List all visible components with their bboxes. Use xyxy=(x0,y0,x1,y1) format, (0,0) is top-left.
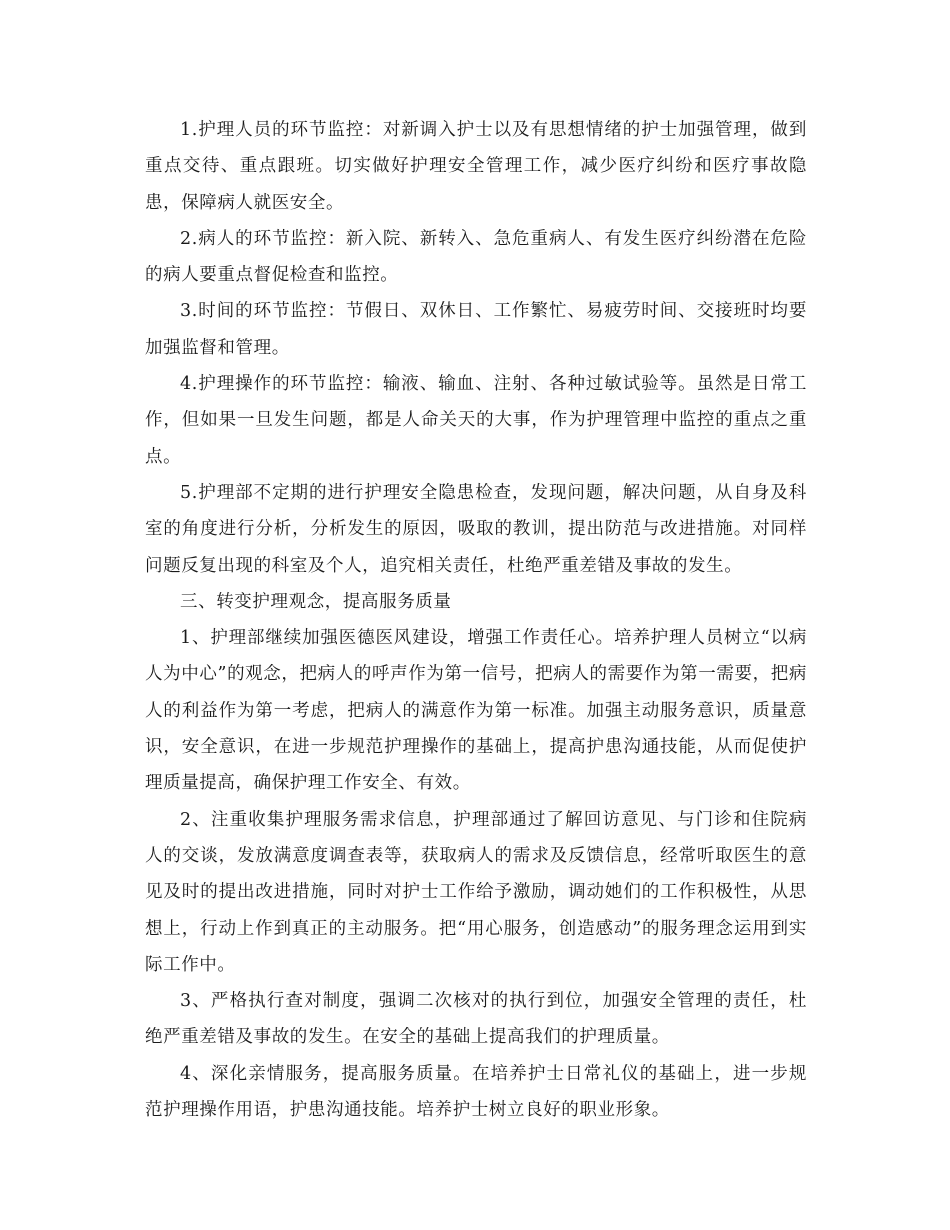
paragraph-verification: 3、严格执行查对制度，强调二次核对的执行到位，加强安全管理的责任，杜绝严重差错及事故的发生。在安全的基础上提高我们的护理质量。 xyxy=(145,991,807,1048)
paragraph-operation-monitoring: 4.护理操作的环节监控：输液、输血、注射、各种过敏试验等。虽然是日常工作，但如果一旦发生问题，都是人命关天的大事，作为护理管理中监控的重点之重点。 xyxy=(145,374,807,467)
paragraph-ethics: 1、护理部继续加强医德医风建设，增强工作责任心。培养护理人员树立“以病人为中心”的观念，把病人的呼声作为第一信号，把病人的需要作为第一需要，把病人的利益作为第一考虑，把病人的满意作为第一标准。加强主动服务意识，质量意识，安全意识，在进一步规范护理操作的基础上，提高护患沟通技能，从而促使护理质量提高，确保护理工作安全、有效。 xyxy=(145,628,807,794)
paragraph-service: 4、深化亲情服务，提高服务质量。在培养护士日常礼仪的基础上，进一步规范护理操作用语，护患沟通技能。培养护士树立良好的职业形象。 xyxy=(145,1063,807,1121)
paragraph-safety-inspection: 5.护理部不定期的进行护理安全隐患检查，发现问题，解决问题，从自身及科室的角度进行分析，分析发生的原因，吸取的教训，提出防范与改进措施。对同样问题反复出现的科室及个人，追究相关责任，杜绝严重差错及事故的发生。 xyxy=(145,482,807,576)
paragraph-feedback: 2、注重收集护理服务需求信息，护理部通过了解回访意见、与门诊和住院病人的交谈，发放满意度调查表等，获取病人的需求及反馈信息，经常听取医生的意见及时的提出改进措施，同时对护士工作给予激励，调动她们的工作积极性，从思想上，行动上作到真正的主动服务。把“用心服务，创造感动”的服务理念运用到实际工作中。 xyxy=(145,809,807,975)
section-heading: 三、转变护理观念，提高服务质量 xyxy=(180,591,452,612)
document-body xyxy=(145,112,807,1128)
paragraph-patient-monitoring: 2.病人的环节监控：新入院、新转入、急危重病人、有发生医疗纠纷潜在危险的病人要重点督促检查和监控。 xyxy=(145,228,807,286)
paragraph-nurse-monitoring: 1.护理人员的环节监控：对新调入护士以及有思想情绪的护士加强管理，做到重点交待、重点跟班。切实做好护理安全管理工作，减少医疗纠纷和医疗事故隐患，保障病人就医安全。 xyxy=(145,120,807,213)
paragraph-time-monitoring: 3.时间的环节监控：节假日、双休日、工作繁忙、易疲劳时间、交接班时均要加强监督和管理。 xyxy=(145,301,807,358)
